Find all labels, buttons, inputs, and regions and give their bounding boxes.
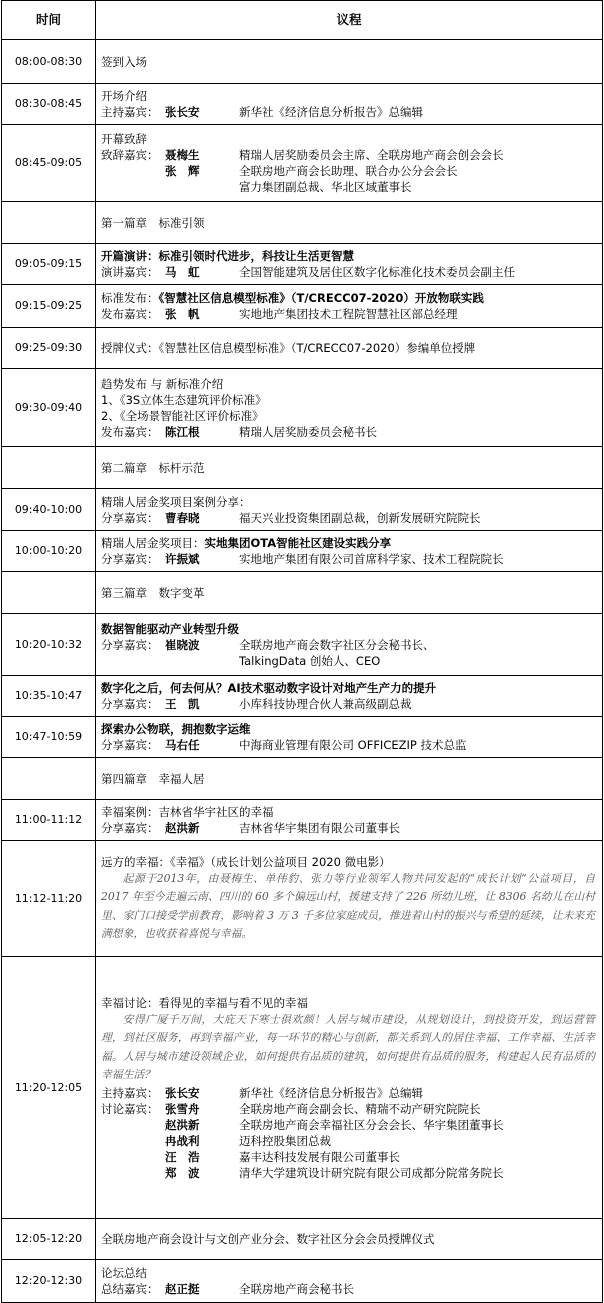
section-title: 第一篇章 标准引领 (96, 202, 603, 244)
speaker-desc: 新华社《经济信息分析报告》总编辑 (239, 1085, 423, 1100)
speaker-name: 崔晓波 (165, 637, 200, 652)
table-row (2, 676, 603, 717)
discussion-role: 讨论嘉宾： (101, 1101, 159, 1116)
host-role: 主持嘉宾： (101, 1085, 159, 1100)
speaker-desc: 精瑞人居奖励委员会主席、全联房地产商会创会会长 (239, 148, 504, 162)
row-title: 趋势发布 与 新标准介绍 (101, 376, 224, 391)
row-time: 08:00-08:30 (2, 40, 96, 84)
section-title: 第三篇章 数字变革 (96, 572, 603, 614)
speaker-desc: 小库科技协理合伙人兼高级副总裁 (239, 697, 412, 711)
speaker-desc: 吉林省华宇集团有限公司董事长 (239, 821, 400, 835)
row-time: 09:15-09:25 (2, 285, 96, 328)
speaker-desc: 富力集团副总裁、华北区域董事长 (239, 180, 412, 194)
speaker-desc: 迈科控股集团总裁 (239, 1133, 331, 1148)
row-title: 开场介绍 (101, 89, 147, 103)
agenda-table (1, 0, 603, 1303)
row-title: 精瑞人居金奖项目案例分享： (101, 494, 251, 509)
table-row (2, 369, 603, 447)
row-title: 开篇演讲：标准引领时代进步，科技让生活更智慧 (101, 249, 354, 263)
section-row (2, 202, 603, 244)
speaker-name: 冉战利 (165, 1133, 200, 1148)
table-row (2, 1219, 603, 1260)
speaker-role: 分享嘉宾： (101, 637, 159, 652)
row-line: 授牌仪式：《智慧社区信息模型标准》（T/CRECC07-2020）参编单位授牌 (101, 341, 476, 355)
speaker-desc: 实地地产集团技术工程院智慧社区部总经理 (239, 307, 458, 321)
speaker-name: 许振斌 (165, 552, 200, 566)
speaker-desc: 新华社《经济信息分析报告》总编辑 (239, 105, 423, 119)
row-content (96, 244, 603, 285)
speaker-desc: 精瑞人居奖励委员会秘书长 (239, 424, 377, 439)
speaker-role: 分享嘉宾： (101, 738, 159, 752)
table-row (2, 1260, 603, 1303)
speaker-name: 汪 浩 (165, 1149, 200, 1164)
row-time: 08:45-09:05 (2, 125, 96, 202)
table-row (2, 800, 603, 841)
speaker-name: 聂梅生 (165, 148, 200, 162)
row-title-prefix: 精瑞人居金奖项目： (101, 536, 205, 550)
row-title: 数字化之后，何去何从？AI技术驱动数字设计对地产生产力的提升 (101, 681, 437, 695)
speaker-role: 发布嘉宾： (101, 307, 159, 321)
row-content (96, 489, 603, 531)
speaker-role: 演讲嘉宾： (101, 265, 159, 279)
row-title-prefix: 标准发布： (101, 291, 159, 305)
section-row (2, 572, 603, 614)
speaker-name: 赵洪新 (165, 821, 200, 835)
speaker-desc: 全联房地产商会秘书长 (239, 1282, 354, 1296)
row-content (96, 717, 603, 758)
row-time: 10:20-10:32 (2, 614, 96, 676)
row-time: 09:40-10:00 (2, 489, 96, 531)
row-content (96, 957, 603, 1219)
list-item: 2、《全场景智能社区评价标准》 (101, 408, 264, 423)
section-title: 第四篇章 幸福人居 (96, 758, 603, 800)
row-title: 数据智能驱动产业转型升级 (101, 621, 239, 636)
speaker-name: 张长安 (165, 105, 200, 119)
speaker-desc: 全联房地产商会数字社区分会秘书长、 (239, 637, 435, 652)
speaker-name: 马 虹 (165, 265, 200, 279)
row-time: 09:30-09:40 (2, 369, 96, 447)
section-row (2, 447, 603, 489)
row-content (96, 676, 603, 717)
row-content (96, 531, 603, 572)
speaker-name: 张雪舟 (165, 1101, 200, 1116)
speaker-desc: 实地地产集团有限公司首席科学家、技术工程院院长 (239, 552, 504, 566)
speaker-role: 发布嘉宾： (101, 424, 159, 439)
table-row (2, 841, 603, 957)
table-row (2, 531, 603, 572)
row-content (96, 1260, 603, 1303)
row-time: 10:00-10:20 (2, 531, 96, 572)
speaker-name: 陈江根 (165, 424, 200, 439)
speaker-name: 王 凯 (165, 697, 200, 711)
speaker-role: 分享嘉宾： (101, 552, 159, 566)
speaker-name: 张 辉 (165, 164, 200, 178)
speaker-desc: 中海商业管理有限公司 OFFICEZIP 技术总监 (239, 738, 467, 752)
row-content (96, 328, 603, 369)
row-content (96, 841, 603, 957)
speaker-role: 主持嘉宾： (101, 105, 159, 119)
speaker-role: 分享嘉宾： (101, 510, 159, 525)
speaker-desc: 全国智能建筑及居住区数字化标准化技术委员会副主任 (239, 265, 515, 279)
header-row (2, 1, 603, 40)
row-content (96, 285, 603, 328)
row-content (96, 800, 603, 841)
table-row (2, 244, 603, 285)
row-content (96, 1219, 603, 1260)
row-time: 10:47-10:59 (2, 717, 96, 758)
speaker-role: 致辞嘉宾： (101, 148, 159, 162)
row-time: 12:20-12:30 (2, 1260, 96, 1303)
speaker-desc: 福天兴业投资集团副总裁，创新发展研究院院长 (239, 510, 481, 525)
row-title: 探索办公物联，拥抱数字运维 (101, 722, 251, 736)
table-row (2, 125, 603, 202)
row-time: 11:00-11:12 (2, 800, 96, 841)
row-time: 11:12-11:20 (2, 841, 96, 957)
speaker-name: 曹春晓 (165, 510, 200, 525)
row-time: 10:35-10:47 (2, 676, 96, 717)
speaker-name: 马右任 (165, 738, 200, 752)
speaker-desc: 嘉丰达科技发展有限公司董事长 (239, 1149, 400, 1164)
table-row (2, 40, 603, 84)
row-content (96, 125, 603, 202)
speaker-name: 赵洪新 (165, 1117, 200, 1132)
row-line: 全联房地产商会设计与文创产业分会、数字社区分会会员授牌仪式 (101, 1232, 435, 1246)
speaker-desc: 清华大学建筑设计研究院有限公司成都分院常务院长 (239, 1165, 504, 1180)
row-title: 实地集团OTA智能社区建设实践分享 (204, 536, 392, 550)
row-time: 09:05-09:15 (2, 244, 96, 285)
table-row (2, 84, 603, 125)
speaker-desc: 全联房地产商会幸福社区分会会长、华宇集团董事长 (239, 1117, 504, 1132)
speaker-name: 张 帆 (165, 307, 200, 321)
table-row (2, 328, 603, 369)
row-line: 签到入场 (101, 54, 147, 69)
speaker-role: 分享嘉宾： (101, 697, 159, 711)
row-title: 远方的幸福：《幸福》（成长计划公益项目 2020 微电影） (101, 854, 391, 869)
row-title: 幸福讨论：看得见的幸福与看不见的幸福 (101, 995, 308, 1010)
row-title: 开幕致辞 (101, 132, 147, 146)
header-agenda: 议程 (96, 1, 603, 40)
speaker-role: 分享嘉宾： (101, 821, 159, 835)
list-item: 1、《3S立体生态建筑评价标准》 (101, 392, 267, 407)
speaker-desc: 全联房地产商会长助理、联合办公分会会长 (239, 164, 458, 178)
section-row (2, 758, 603, 800)
speaker-name: 赵正挺 (165, 1282, 200, 1296)
speaker-name: 郑 波 (165, 1165, 200, 1180)
row-title: 幸福案例：吉林省华宇社区的幸福 (101, 805, 274, 819)
table-row (2, 489, 603, 531)
row-time: 11:20-12:05 (2, 957, 96, 1219)
row-time: 09:25-09:30 (2, 328, 96, 369)
table-row (2, 957, 603, 1219)
row-content (96, 84, 603, 125)
row-content (96, 614, 603, 676)
speaker-desc: 全联房地产商会副会长、精瑞不动产研究院院长 (239, 1101, 481, 1116)
header-time: 时间 (2, 1, 96, 40)
table-row (2, 614, 603, 676)
row-time: 08:30-08:45 (2, 84, 96, 125)
section-title: 第二篇章 标杆示范 (96, 447, 603, 489)
row-paragraph: 起源于2013年，由聂梅生、单伟豹、张力等行业领军人物共同发起的“成长计划”公益项目，自 2017 年至今走遍云南、四川的 60 多个偏远山村，援建支持了 226 所幼儿班，让 8306 名幼儿在山村里、家门口接受学前教育，影响着 3 万 3 千多位家庭成员，推进着山村的振兴与希望的延续，让未来充满想象，也收获着喜悦与幸福。 (101, 871, 595, 940)
row-paragraph: 安得广厦千万间，大庇天下寒士俱欢颜！人居与城市建设，从规划设计，到投资开发，到运营管理，到社区服务，再到幸福产业，每一环节的精心与创新，都关系到人的居住幸福、工作幸福、生活幸福。人居与城市建设领域企业，如何提供有品质的建筑，如何提供有品质的服务，构建起人民有品质的幸福生活？ (101, 1012, 595, 1081)
speaker-name: 张长安 (165, 1085, 200, 1100)
row-time: 12:05-12:20 (2, 1219, 96, 1260)
row-content (96, 40, 603, 84)
speaker-role: 总结嘉宾： (101, 1282, 159, 1296)
speaker-desc: TalkingData 创始人、CEO (239, 653, 381, 668)
row-title: 《智慧社区信息模型标准》（T/CRECC07-2020）开放物联实践 (158, 291, 484, 305)
table-row (2, 717, 603, 758)
row-title: 论坛总结 (101, 1266, 147, 1280)
table-row (2, 285, 603, 328)
row-content (96, 369, 603, 447)
